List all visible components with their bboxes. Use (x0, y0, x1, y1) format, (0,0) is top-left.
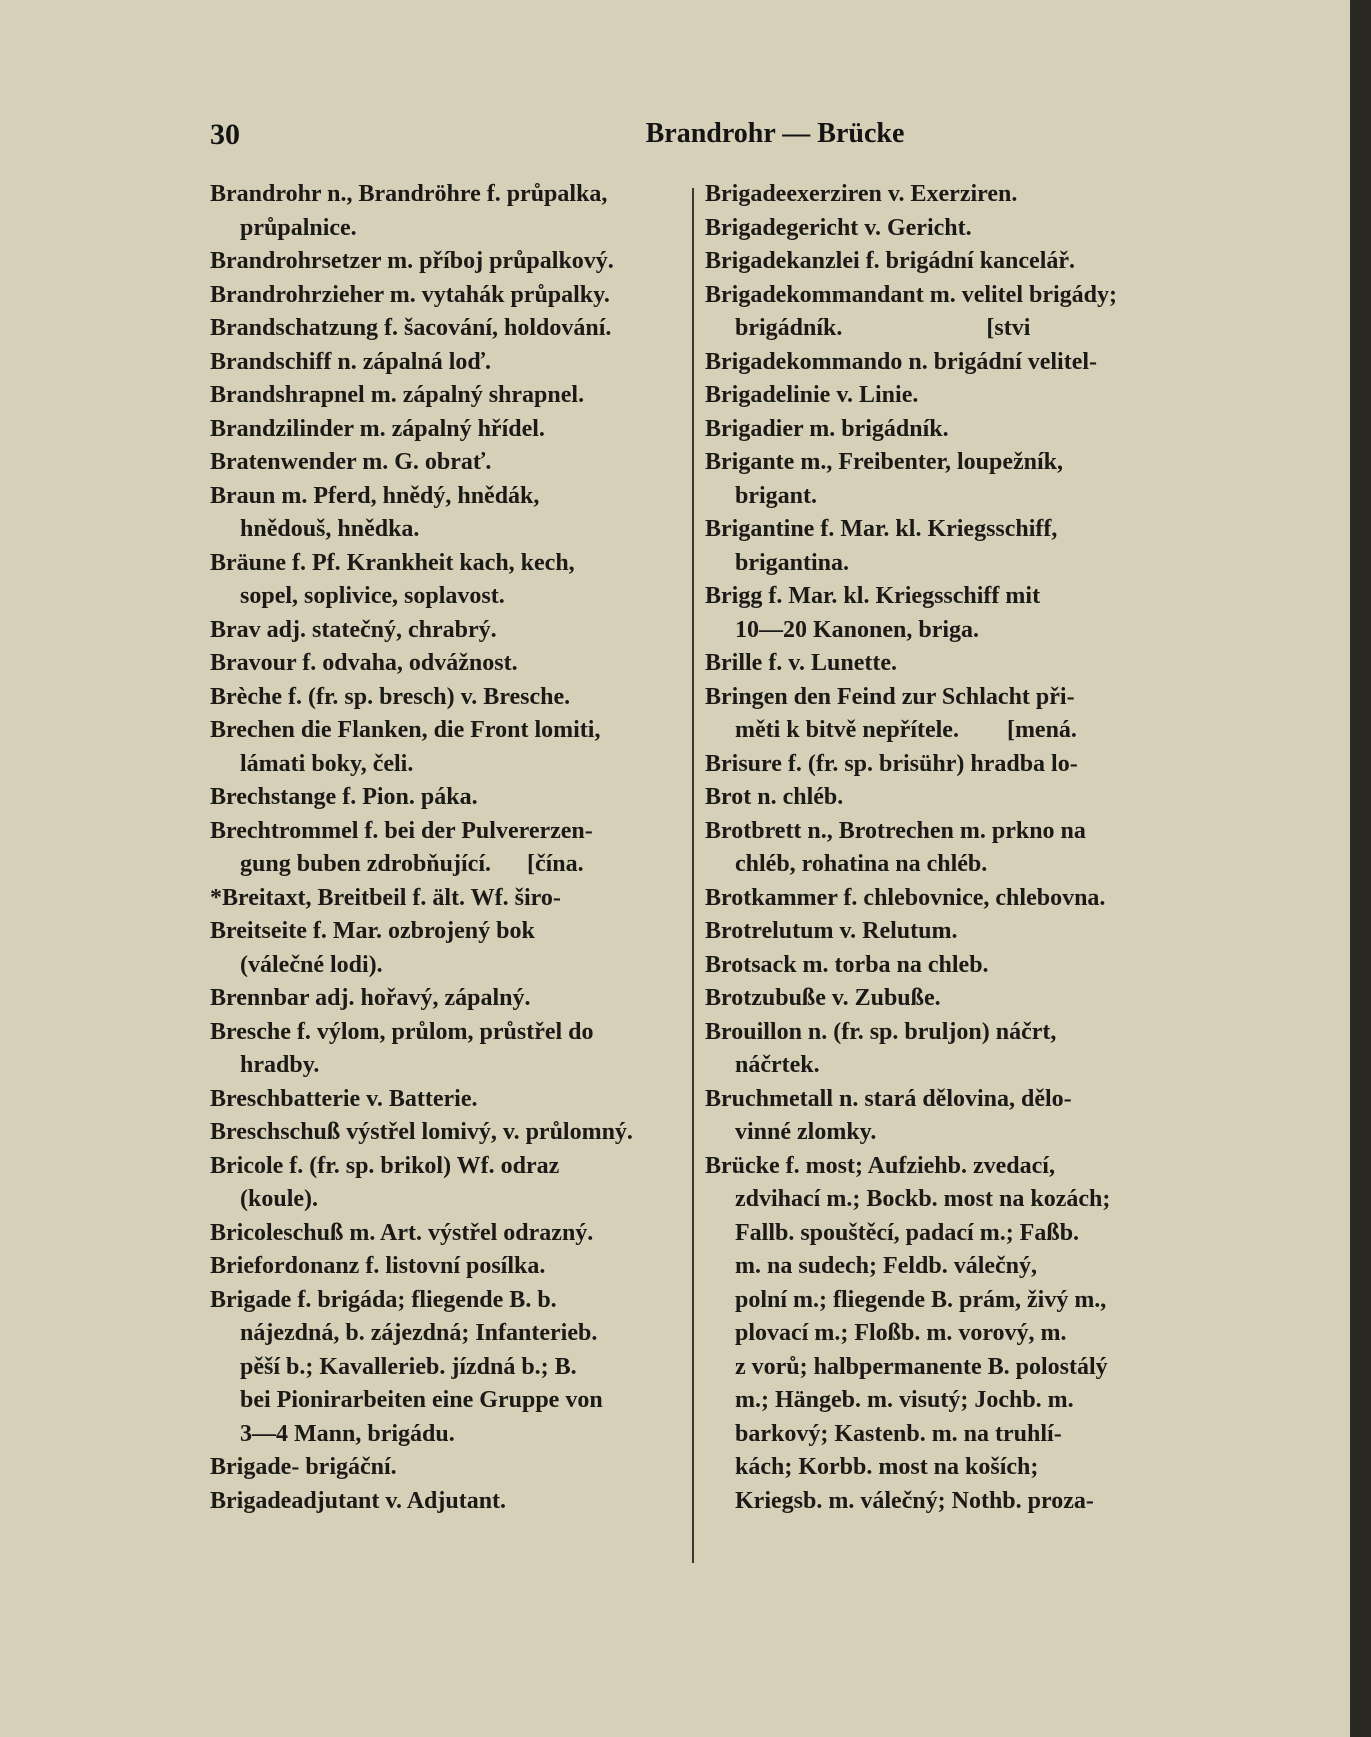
entry-line: kách; Korbb. most na koších; (735, 1454, 1039, 1480)
entry-line: Brigadeadjutant v. Adjutant. (210, 1487, 507, 1514)
entry-line: Fallb. spouštěcí, padací m.; Faßb. (735, 1219, 1080, 1246)
entry-line: průpalnice. (240, 214, 357, 241)
entry-line: pěší b.; Kavallerieb. jízdná b.; B. (240, 1353, 577, 1380)
entry-line: Brandrohr n., Brandröhre f. průpalka, (210, 181, 608, 207)
entry-line: Bruchmetall n. stará dělovina, dělo- (705, 1085, 1072, 1112)
entry-line: náčrtek. (735, 1052, 820, 1078)
entry-line: Brisure f. (fr. sp. brisühr) hradba lo- (705, 750, 1078, 777)
entry-line: Breschschuß výstřel lomivý, v. průlomný. (210, 1119, 633, 1145)
entry-line: brigant. (735, 482, 818, 509)
entry-line: zdvihací m.; Bockb. most na kozách; (735, 1186, 1111, 1212)
entry-line: hradby. (240, 1052, 320, 1078)
entry-line: Bricole f. (fr. sp. brikol) Wf. odraz (210, 1152, 560, 1179)
entry-line: Brèche f. (fr. sp. bresch) v. Bresche. (210, 683, 571, 710)
entry-line: vinné zlomky. (735, 1119, 877, 1145)
entry-line: Brigadeexerziren v. Exerziren. (705, 181, 1018, 207)
entry-line: Brouillon n. (fr. sp. bruljon) náčrt, (705, 1018, 1057, 1045)
entry-line: Brigadelinie v. Linie. (705, 382, 919, 408)
entry-line: Brille f. v. Lunette. (705, 650, 897, 676)
entry-line: 10—20 Kanonen, briga. (735, 616, 980, 643)
entry-line: Brandschiff n. zápalná loď. (210, 348, 491, 375)
entry-line: Brigadier m. brigádník. (705, 415, 949, 442)
entry-line: plovací m.; Floßb. m. vorový, m. (735, 1320, 1067, 1346)
entry-line: Brigadekanzlei f. brigádní kancelář. (705, 248, 1076, 274)
entry-line: nájezdná, b. zájezdná; Infanterieb. (240, 1320, 598, 1346)
entry-line: Brandrohrsetzer m. příboj průpalkový. (210, 248, 614, 274)
entry-line: Brotrelutum v. Relutum. (705, 918, 958, 944)
page-number: 30 (210, 118, 240, 151)
entry-line: lámati boky, čeli. (240, 750, 414, 777)
entry-line: Brotzubuße v. Zubuße. (705, 985, 941, 1011)
running-head: Brandrohr — Brücke (645, 118, 905, 149)
entry-line: (koule). (240, 1186, 318, 1212)
entry-line: z vorů; halbpermanente B. polostálý (735, 1353, 1108, 1380)
entry-line: Brechtrommel f. bei der Pulvererzen- (210, 817, 593, 844)
entry-line: Brigade- brigáční. (210, 1454, 397, 1480)
entry-line: Brennbar adj. hořavý, zápalný. (210, 985, 531, 1011)
entry-line: brigádník. [stvi (735, 315, 1031, 341)
entry-line: Brot n. chléb. (705, 784, 844, 810)
entry-line: barkový; Kastenb. m. na truhlí- (735, 1420, 1062, 1447)
entry-line: Brechen die Flanken, die Front lomiti, (210, 717, 601, 743)
entry-line: Brandshrapnel m. zápalný shrapnel. (210, 382, 585, 408)
entry-line: m.; Hängeb. m. visutý; Jochb. m. (735, 1387, 1074, 1413)
entry-line: Brigadegericht v. Gericht. (705, 214, 972, 241)
column-divider (692, 188, 694, 1563)
entry-line: Brandrohrzieher m. vytahák průpalky. (210, 281, 610, 308)
entry-line: Brechstange f. Pion. páka. (210, 784, 478, 810)
entry-line: Breitseite f. Mar. ozbrojený bok (210, 918, 535, 944)
entry-line: (válečné lodi). (240, 951, 383, 978)
entry-line: chléb, rohatina na chléb. (735, 851, 988, 877)
entry-line: Brigadekommandant m. velitel brigády; (705, 281, 1117, 308)
entry-line: *Breitaxt, Breitbeil f. ält. Wf. širo- (210, 884, 561, 911)
entry-line: hnědouš, hnědka. (240, 516, 420, 542)
entry-line: Brandschatzung f. šacování, holdování. (210, 315, 612, 341)
entry-line: m. na sudech; Feldb. válečný, (735, 1253, 1038, 1279)
page-header (210, 118, 1330, 158)
entry-line: Bringen den Feind zur Schlacht při- (705, 683, 1075, 710)
entry-line: Brigade f. brigáda; fliegende B. b. (210, 1286, 557, 1313)
entry-line: Brigantine f. Mar. kl. Kriegsschiff, (705, 516, 1058, 542)
entry-line: Bravour f. odvaha, odvážnost. (210, 650, 518, 676)
entry-line: gung buben zdrobňující. [čína. (240, 851, 584, 877)
entry-line: Brigg f. Mar. kl. Kriegsschiff mit (705, 583, 1041, 609)
right-column (705, 178, 1180, 1518)
entry-line: sopel, soplivice, soplavost. (240, 583, 505, 609)
entry-line: Brigadekommando n. brigádní velitel- (705, 348, 1098, 375)
entry-line: Bräune f. Pf. Krankheit kach, kech, (210, 549, 575, 576)
entry-line: Kriegsb. m. válečný; Nothb. proza- (735, 1487, 1094, 1514)
entry-line: Bratenwender m. G. obrať. (210, 449, 492, 475)
scan-edge (1350, 0, 1371, 1737)
entry-line: Brigante m., Freibenter, loupežník, (705, 449, 1063, 475)
entry-line: Bricoleschuß m. Art. výstřel odrazný. (210, 1219, 594, 1246)
entry-line: Breschbatterie v. Batterie. (210, 1085, 478, 1112)
entry-line: bei Pionirarbeiten eine Gruppe von (240, 1387, 603, 1413)
entry-line: měti k bitvě nepřítele. [mená. (735, 717, 1077, 743)
entry-line: Braun m. Pferd, hnědý, hnědák, (210, 482, 540, 509)
entry-line: Bresche f. výlom, průlom, průstřel do (210, 1018, 594, 1045)
entry-line: 3—4 Mann, brigádu. (240, 1420, 455, 1447)
entry-line: Brotkammer f. chlebovnice, chlebovna. (705, 884, 1106, 911)
entry-line: Briefordonanz f. listovní posílka. (210, 1253, 546, 1279)
entry-line: Brotsack m. torba na chleb. (705, 951, 989, 978)
entry-line: Brav adj. statečný, chrabrý. (210, 616, 497, 643)
entry-line: Brotbrett n., Brotrechen m. prkno na (705, 817, 1086, 844)
entry-line: Brücke f. most; Aufziehb. zvedací, (705, 1152, 1055, 1179)
left-column (210, 178, 685, 1518)
entry-line: polní m.; fliegende B. prám, živý m., (735, 1286, 1107, 1313)
entry-line: Brandzilinder m. zápalný hřídel. (210, 415, 545, 442)
entry-line: brigantina. (735, 549, 850, 576)
